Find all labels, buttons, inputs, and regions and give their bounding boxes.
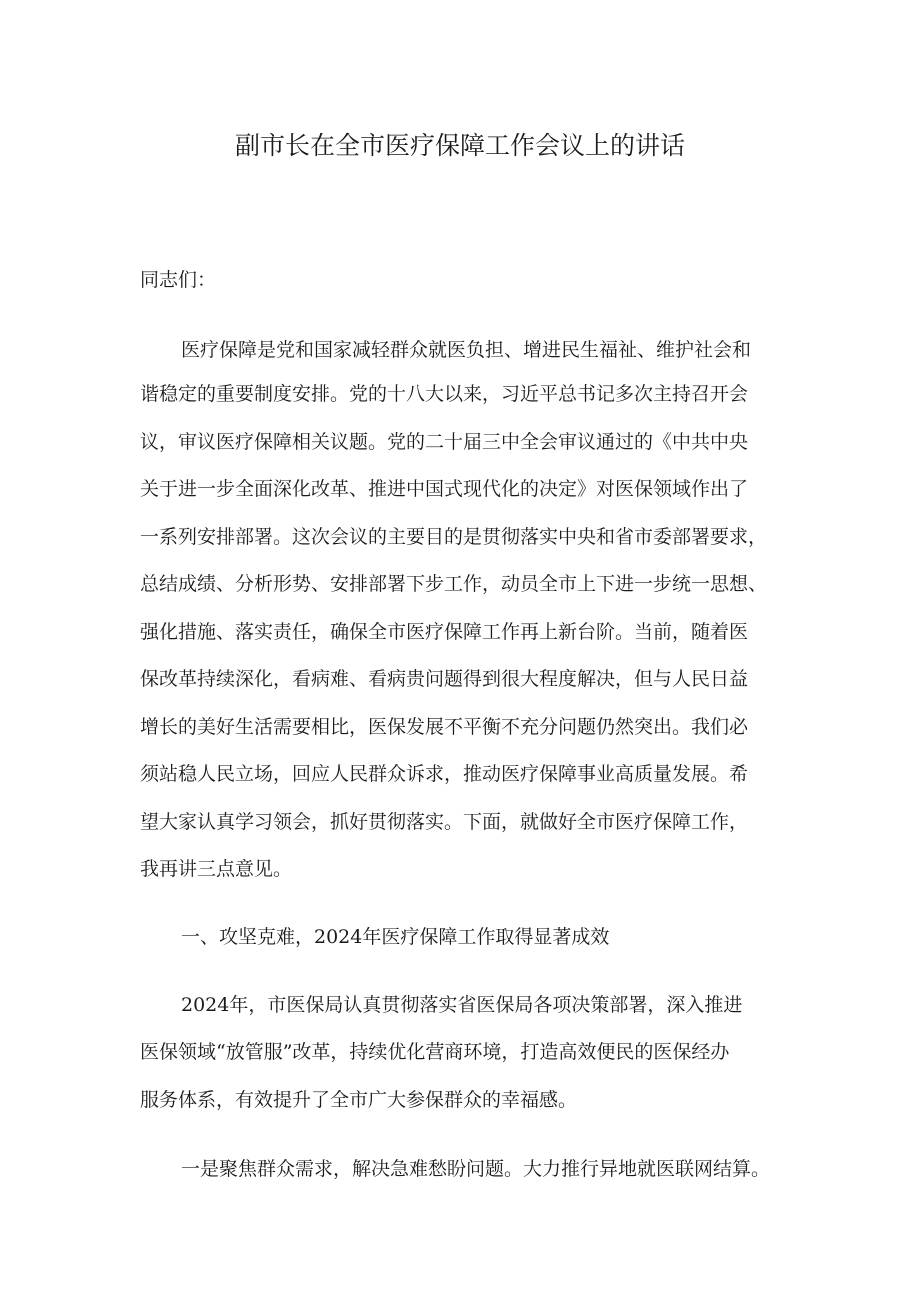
paragraph-line: 一是聚焦群众需求，解决急难愁盼问题。大力推行异地就医联网结算。 — [181, 1158, 771, 1180]
document-title: 副市长在全市医疗保障工作会议上的讲话 — [234, 131, 685, 160]
paragraph-line: 望大家认真学习领会，抓好贯彻落实。下面，就做好全市医疗保障工作， — [140, 811, 749, 833]
paragraph-line: 一系列安排部署。这次会议的主要目的是贯彻落实中央和省市委部署要求， — [140, 526, 768, 548]
paragraph-line: 谐稳定的重要制度安排。党的十八大以来，习近平总书记多次主持召开会 — [140, 383, 749, 405]
paragraph-line: 须站稳人民立场，回应人民群众诉求，推动医疗保障事业高质量发展。希 — [140, 763, 749, 785]
paragraph-line: 强化措施、落实责任，确保全市医疗保障工作再上新台阶。当前，随着医 — [140, 621, 749, 643]
salutation: 同志们： — [140, 269, 217, 291]
paragraph-line: 服务体系，有效提升了全市广大参保群众的幸福感。 — [140, 1089, 578, 1111]
paragraph-line: 议，审议医疗保障相关议题。党的二十届三中全会审议通过的《中共中央 — [140, 431, 749, 453]
paragraph-line: 关于进一步全面深化改革、推进中国式现代化的决定》对医保领域作出了 — [140, 478, 749, 500]
paragraph-line: 增长的美好生活需要相比，医保发展不平衡不充分问题仍然突出。我们必 — [140, 716, 749, 738]
paragraph-line: 我再讲三点意见。 — [140, 858, 293, 880]
paragraph-line: 2024年，市医保局认真贯彻落实省医保局各项决策部署，深入推进 — [181, 994, 743, 1016]
paragraph-line: 医疗保障是党和国家减轻群众就医负担、增进民生福祉、维护社会和 — [181, 339, 752, 361]
paragraph-line: 医保领域“放管服”改革，持续优化营商环境，打造高效便民的医保经办 — [140, 1041, 730, 1063]
section-heading: 一、攻坚克难，2024年医疗保障工作取得显著成效 — [181, 926, 610, 948]
paragraph-line: 保改革持续深化，看病难、看病贵问题得到很大程度解决，但与人民日益 — [140, 668, 749, 690]
paragraph-line: 总结成绩、分析形势、安排部署下步工作，动员全市上下进一步统一思想、 — [140, 573, 768, 595]
